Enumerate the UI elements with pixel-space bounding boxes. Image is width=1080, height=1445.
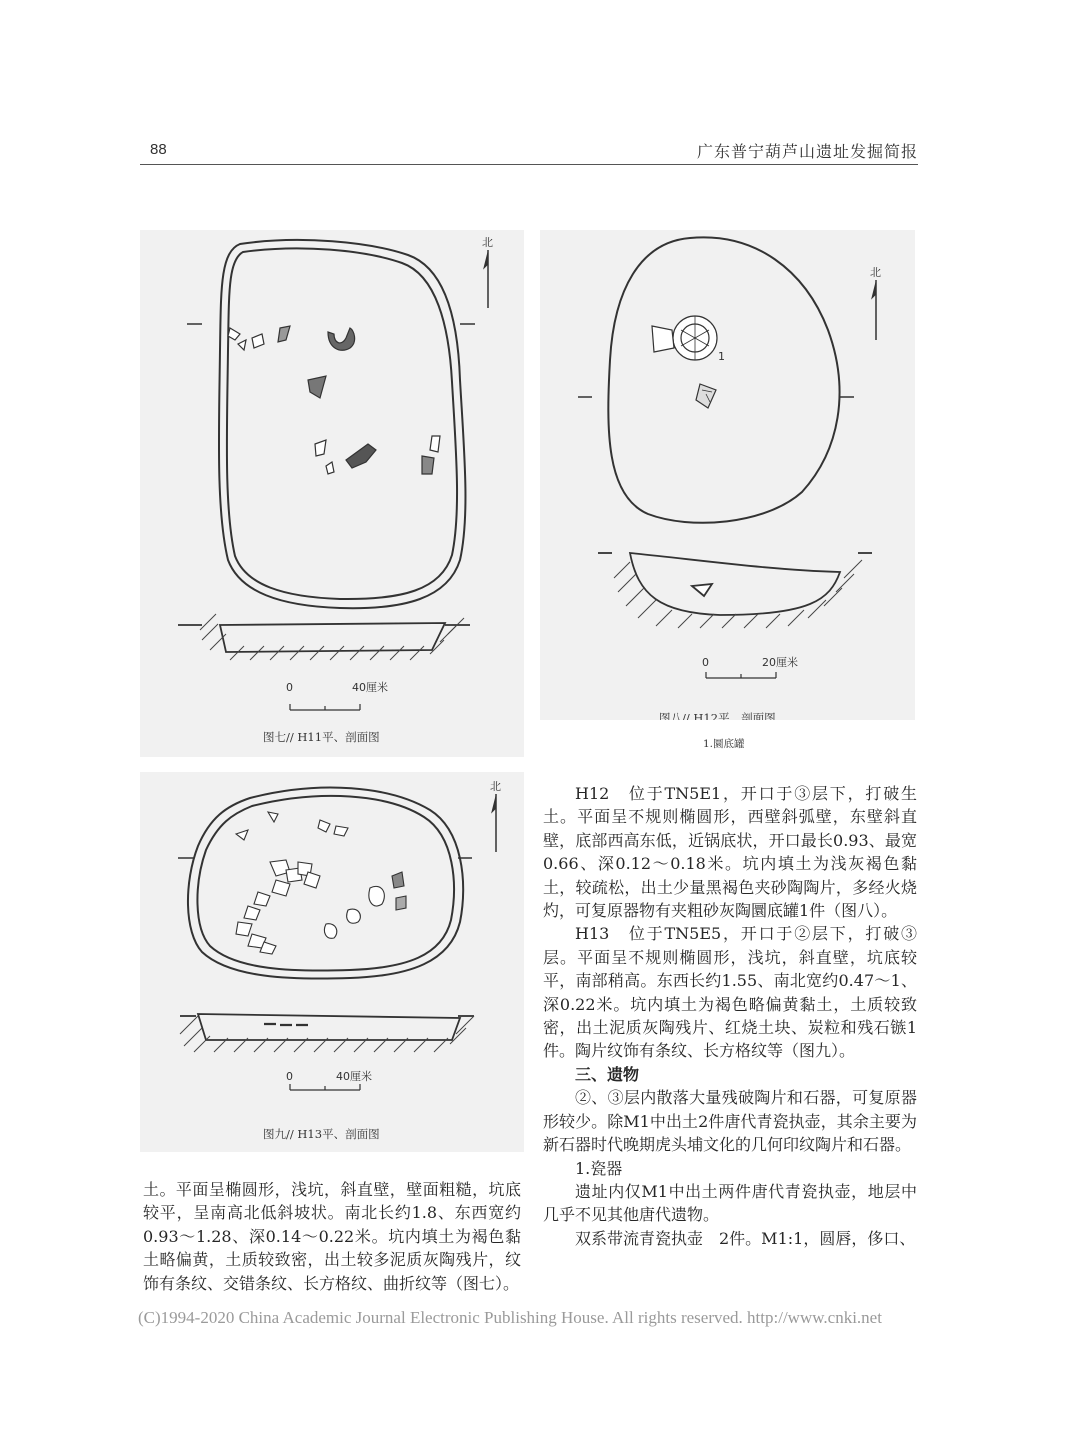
page-number: 88: [150, 141, 167, 158]
north-arrow: [870, 266, 881, 340]
artifacts: [228, 326, 440, 474]
section-hatching: [614, 560, 862, 628]
running-title: 广东普宁葫芦山遗址发掘简报: [696, 142, 918, 161]
scale-bar: [702, 655, 798, 678]
scale-label: 40厘米: [352, 681, 388, 694]
section-profile-h12: [598, 553, 872, 615]
figure-9-panel: [140, 772, 524, 1152]
right-column-text: [543, 782, 917, 1250]
north-label: 北: [870, 266, 881, 279]
scale-bar: [286, 1069, 372, 1090]
artifacts: [236, 812, 406, 954]
plan-outline-h11: [219, 240, 466, 608]
north-label: 北: [482, 236, 493, 249]
paragraph-ewer: 双系带流青瓷执壶 2件。M1:1，圆唇，侈口、: [575, 1228, 916, 1248]
figure-9-drawing: [140, 772, 524, 1152]
north-label: 北: [490, 780, 501, 793]
scale-zero: 0: [702, 656, 709, 669]
subsection-1-heading: 1.瓷器: [575, 1158, 623, 1178]
scale-label: 40厘米: [336, 1070, 372, 1083]
figure-7-drawing: [140, 230, 524, 757]
copyright-watermark: (C)1994-2020 China Academic Journal Electronic Publishing House. All rights reserved. http://www.cnki.net: [138, 1308, 882, 1327]
header-rule: [140, 164, 918, 165]
figure-8-drawing: [540, 230, 915, 720]
scale-bar: [286, 680, 388, 710]
artifacts: [652, 316, 725, 408]
figure-8-legend: 1.圜底罐: [703, 738, 745, 750]
plan-outline-h13: [188, 788, 463, 979]
paragraph-h13: H13 位于TN5E5，开口于②层下，打破③层。平面呈不规则椭圆形，浅坑，斜直壁，坑底较平，南部稍高。东西长约1.55、南北宽约0.47～1、深0.22米。坑内填土为褐色略偏黄黏土，土质较致密，出土泥质灰陶残片、红烧土块、炭粒和残石镞1件。陶片纹饰有条纹、长方格纹等（图九）。: [543, 924, 917, 1061]
scale-zero: 0: [286, 1070, 293, 1083]
scale-zero: 0: [286, 681, 293, 694]
left-column-text: [143, 1178, 521, 1295]
section-hatching: [200, 614, 464, 660]
item-label: 1: [718, 350, 725, 363]
figure-7-caption: 图七// H11平、剖面图: [263, 730, 380, 744]
plan-outline-h12: [608, 237, 839, 522]
section-profile-h13: [180, 1014, 474, 1040]
figure-7-panel: [140, 230, 524, 757]
paragraph-porcelain: 遗址内仅M1中出土两件唐代青瓷执壶，地层中几乎不见其他唐代遗物。: [543, 1181, 917, 1225]
north-arrow: [482, 236, 493, 308]
paragraph-section-3: ②、③层内散落大量残破陶片和石器，可复原器形较少。除M1中出土2件唐代青瓷执壶，其余主要为新石器时代晚期虎头埔文化的几何印纹陶片和石器。: [543, 1088, 917, 1155]
north-arrow: [490, 780, 501, 852]
paragraph-h12: H12 位于TN5E1，开口于③层下，打破生土。平面呈不规则椭圆形，西壁斜弧壁，东壁斜直壁，底部西高东低，近锅底状，开口最长0.93、最宽0.66、深0.12～0.18米。坑内填土为浅灰褐色黏土，较疏松，出土少量黑褐色夹砂陶陶片，多经火烧灼，可复原器物有夹粗砂灰陶圜底罐1件（图八）。: [543, 784, 917, 921]
section-3-heading: 三、遗物: [575, 1064, 640, 1084]
paragraph-h11-continued: 土。平面呈椭圆形，浅坑，斜直壁，壁面粗糙，坑底较平，呈南高北低斜坡状。南北长约1.8、东西宽约0.93～1.28、深0.14～0.22米。坑内填土为褐色黏土略偏黄，土质较致密，出土较多泥质灰陶残片，纹饰有条纹、交错条纹、长方格纹、曲折纹等（图七）。: [143, 1180, 521, 1293]
figure-8-caption: 图八// H12平、剖面图: [659, 711, 776, 720]
figure-8-panel: [540, 230, 915, 720]
scale-label: 20厘米: [762, 656, 798, 669]
figure-9-caption: 图九// H13平、剖面图: [263, 1127, 380, 1141]
section-hatching: [180, 1016, 474, 1052]
